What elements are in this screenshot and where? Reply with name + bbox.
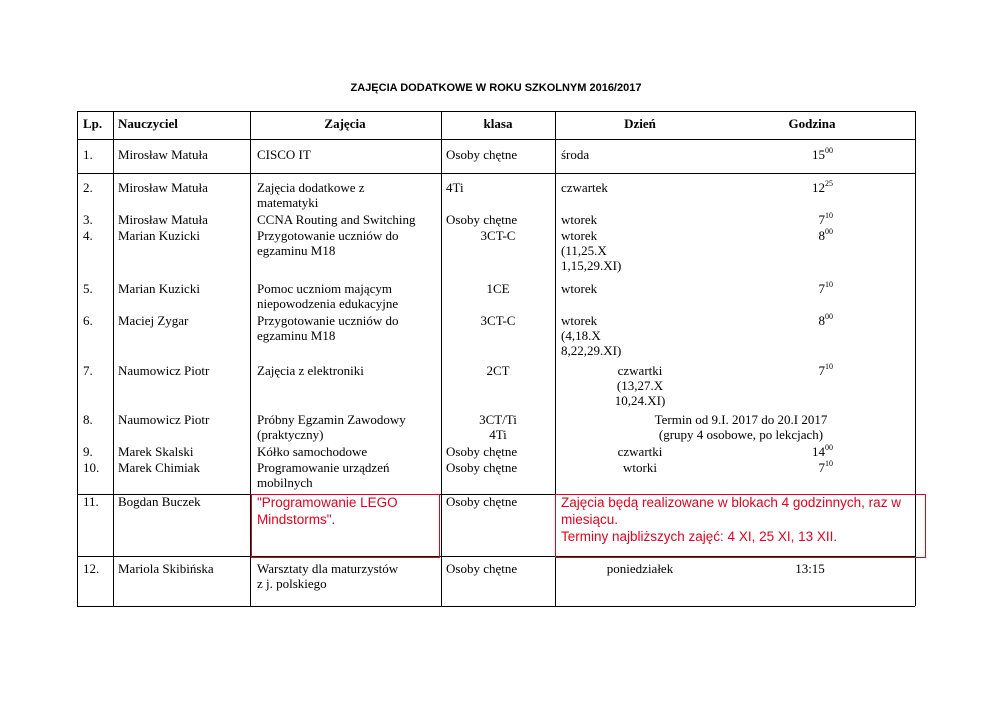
row-2-hour: $12^{25}$ [812,179,833,195]
row-2-lp: 2. [83,180,93,195]
row-9-hour-minutes: 00 [825,443,833,452]
row-7-day: (13,27.X [616,378,664,393]
row-7-klasa: 2CT [486,363,510,378]
row-11-lp: 11. [83,494,99,509]
row-12-klasa: Osoby chętne [446,561,518,576]
row-8-day-hour-note: (grupy 4 osobowe, po lekcjach) [658,427,824,442]
row-8-lp: 8. [83,412,93,427]
row-11-day-hour-note: miesiącu. [561,512,619,527]
row-8-activity: Próbny Egzamin Zawodowy [257,412,406,427]
row-11-day-hour-note: Zajęcia będą realizowane w blokach 4 godzinnych, raz w [561,495,901,510]
row-12-activity: z j. polskiego [257,576,327,591]
row-1-hour: $15^{00}$ [812,146,833,162]
row-4-day: wtorek [561,228,598,243]
row-9-hour: $14^{00}$ [812,443,833,459]
row-2-klasa: 4Ti [446,180,464,195]
row-9-activity: Kółko samochodowe [257,444,368,459]
row-2-activity: Zajęcia dodatkowe z [257,180,365,195]
row-5-hour: $7^{10}$ [818,280,833,296]
row-6-hour: $8^{00}$ [818,312,833,328]
row-4-hour: $8^{00}$ [818,227,833,243]
header-klasa: klasa [483,116,513,131]
row-9-klasa: Osoby chętne [446,444,518,459]
row-10-activity: mobilnych [257,475,313,490]
row-5-day: wtorek [561,281,598,296]
row-1-teacher: Mirosław Matuła [118,147,208,162]
row-3-activity: CCNA Routing and Switching [257,212,416,227]
row-12-lp: 12. [83,561,100,576]
row-2-teacher: Mirosław Matuła [118,180,208,195]
row-11-activity: "Programowanie LEGO [257,495,398,510]
row-3-lp: 3. [83,212,93,227]
row-4-klasa: 3CT-C [480,228,516,243]
row-1-day: środa [561,147,590,162]
row-7-activity: Zajęcia z elektroniki [257,363,364,378]
row-4-activity: egzaminu M18 [257,243,336,258]
row-9-day: czwartki [617,444,663,459]
header-lp: Lp. [83,116,103,131]
row-3-hour: $7^{10}$ [818,211,833,227]
row-11-teacher: Bogdan Buczek [118,494,201,509]
row-4-day: (11,25.X [561,243,607,258]
row-4-day: 1,15,29.XI) [561,258,622,273]
row-7-day: 10,24.XI) [614,393,666,408]
row-6-day: 8,22,29.XI) [561,343,622,358]
row-10-activity: Programowanie urządzeń [257,460,390,475]
row-1-klasa: Osoby chętne [446,147,518,162]
row-7-hour-minutes: 10 [825,362,833,371]
row-3-teacher: Mirosław Matuła [118,212,208,227]
row-12-day: poniedziałek [606,561,674,576]
row-5-lp: 5. [83,281,93,296]
row-1-activity: CISCO IT [257,147,311,162]
row-9-lp: 9. [83,444,93,459]
row-6-klasa: 3CT-C [480,313,516,328]
row-4-activity: Przygotowanie uczniów do [257,228,399,243]
header-day: Dzień [624,116,656,131]
row-5-hour-minutes: 10 [825,280,833,289]
row-11-activity: Mindstorms". [257,512,336,527]
row-4-hour-minutes: 00 [825,227,833,236]
row-10-day: wtorki [623,460,657,475]
row-6-day: (4,18.X [561,328,601,343]
row-2-activity: matematyki [257,195,319,210]
row-2-day: czwartek [561,180,608,195]
row-12-hour: 13:15 [795,561,825,576]
row-9-teacher: Marek Skalski [118,444,194,459]
row-8-klasa: 4Ti [489,427,507,442]
row-10-klasa: Osoby chętne [446,460,518,475]
row-7-lp: 7. [83,363,93,378]
row-6-activity: Przygotowanie uczniów do [257,313,399,328]
row-6-day: wtorek [561,313,598,328]
row-4-teacher: Marian Kuzicki [118,228,200,243]
row-2-hour-minutes: 25 [825,179,833,188]
row-5-teacher: Marian Kuzicki [118,281,200,296]
header-activity: Zajęcia [324,116,366,131]
row-12-teacher: Mariola Skibińska [118,561,214,576]
row-7-day: czwartki [617,363,663,378]
row-6-hour-minutes: 00 [825,312,833,321]
row-11-day-hour-note: Terminy najbliższych zajęć: 4 XI, 25 XI, 13 XII. [561,529,838,544]
header-hour: Godzina [788,116,836,131]
row-3-hour-minutes: 10 [825,211,833,220]
row-8-activity: (praktyczny) [257,427,324,442]
row-11-klasa: Osoby chętne [446,494,518,509]
row-8-teacher: Naumowicz Piotr [118,412,210,427]
row-6-teacher: Maciej Zygar [118,313,189,328]
row-3-klasa: Osoby chętne [446,212,518,227]
document-title: ZAJĘCIA DODATKOWE W ROKU SZKOLNYM 2016/2017 [350,82,642,94]
header-teacher: Nauczyciel [118,116,178,131]
row-6-lp: 6. [83,313,93,328]
row-5-activity: Pomoc uczniom mającym [257,281,393,296]
row-4-lp: 4. [83,228,93,243]
row-10-hour: $7^{10}$ [818,459,833,475]
row-10-teacher: Marek Chimiak [118,460,200,475]
row-10-lp: 10. [83,460,100,475]
row-8-day-hour-note: Termin od 9.I. 2017 do 20.I 2017 [654,412,828,427]
row-5-klasa: 1CE [486,281,510,296]
row-3-day: wtorek [561,212,598,227]
row-5-activity: niepowodzenia edukacyjne [257,296,399,311]
row-7-teacher: Naumowicz Piotr [118,363,210,378]
row-6-activity: egzaminu M18 [257,328,336,343]
row-1-lp: 1. [83,147,93,162]
row-1-hour-minutes: 00 [825,146,833,155]
row-10-hour-minutes: 10 [825,459,833,468]
row-12-activity: Warsztaty dla maturzystów [257,561,399,576]
row-7-hour: $7^{10}$ [818,362,833,378]
row-8-klasa: 3CT/Ti [479,412,517,427]
